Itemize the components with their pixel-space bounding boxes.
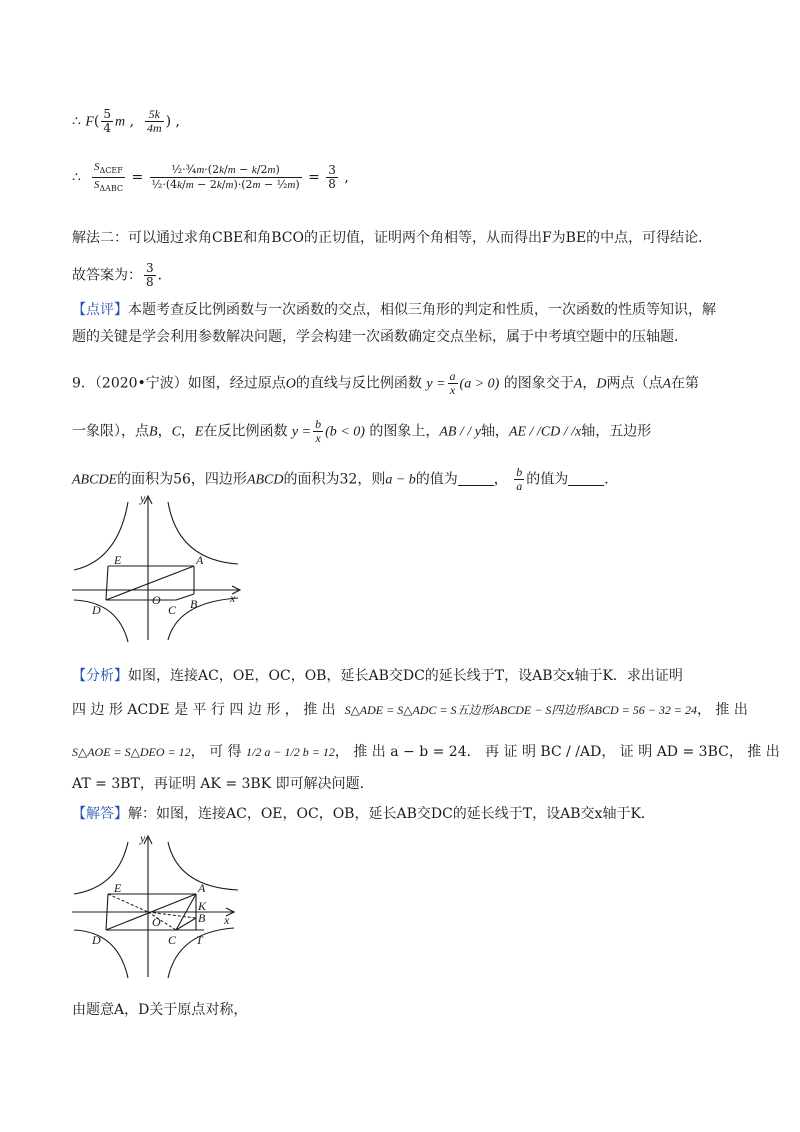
area-ratio-line: ∴ $\frac{S_{\Delta CEF}}{S_{\Delta ABC}}$ = $\frac{\text{½·¾m·(2k/m − k/2m)}}{\text{½·(4k/m − 2k/m)·(2m − ½m)}}$ = $\frac{3}{8}$ ,	[72, 161, 349, 193]
analysis-tag: 【分析】	[72, 668, 128, 684]
analysis-line2: 四 边 形 ACDE 是 平 行 四 边 形 ， 推 出 S△ADE = S△ADC = S五边形ABCDE − S四边形ABCD = 56 − 32 = 24， 推 出	[72, 702, 748, 718]
label-B: B	[198, 911, 206, 925]
analysis-line1: 【分析】如图，连接AC，OE，OC，OB，延长AB交DC的延长线于T，设AB交x轴于K．求出证明	[72, 668, 683, 684]
figure-1	[68, 490, 248, 650]
problem9-line1: 9．（2020•宁波）如图，经过原点O的直线与反比例函数 y = $\frac{a}{x}$ (a > 0) 的图象交于A，D两点（点A在第	[72, 369, 700, 397]
review-line1: 【点评】本题考查反比例函数与一次函数的交点，相似三角形的判定和性质，一次函数的性质等知识，解	[72, 302, 716, 318]
answer-blank-2[interactable]	[568, 473, 604, 486]
label-C: C	[168, 933, 177, 947]
label-y: y	[140, 832, 146, 845]
label-B: B	[190, 597, 198, 611]
analysis-line4: AT = 3BT，再证明 AK = 3BK 即可解决问题．	[72, 776, 374, 792]
label-A: A	[196, 553, 204, 567]
label-T: T	[196, 933, 203, 947]
label-y: y	[140, 491, 146, 505]
label-A: A	[198, 881, 206, 895]
analysis-line3: S△AOE = S△DEO = 12， 可 得 1/2 a − 1/2 b = 12， 推 出 a − b = 24． 再 证 明 BC / /AD， 证 明 AD = 3BC， 推 出	[72, 744, 780, 760]
label-x: x	[230, 591, 236, 605]
label-O: O	[152, 915, 161, 929]
problem9-line2: 一象限），点B，C，E在反比例函数 y = $\frac{b}{x}$ (b < 0) 的图象上，AB / / y轴，AE / /CD / /x轴，五边形	[72, 417, 652, 445]
f-point-line: ∴ F( $\frac{5}{4}$ m , $\frac{5k}{4m}$ ) ,	[72, 107, 181, 135]
dashed-OE	[108, 894, 148, 912]
label-x: x	[224, 913, 230, 927]
closing-line: 由题意A，D关于原点对称，	[72, 1002, 248, 1018]
label-E: E	[114, 881, 122, 895]
review-line2: 题的关键是学会利用参数解决问题，学会构建一次函数确定交点坐标，属于中考填空题中的压轴题．	[72, 329, 688, 345]
curve-a-q3	[74, 600, 128, 642]
label-O: O	[152, 593, 161, 607]
figure-2	[68, 832, 248, 982]
curve-b-q4	[168, 598, 238, 640]
label-D: D	[92, 933, 101, 947]
segment-ED	[106, 566, 108, 600]
problem9-line3: ABCDE的面积为56，四边形ABCD的面积为32，则a − b的值为 ， $\frac{b}{a}$ 的值为 ．	[72, 465, 619, 493]
label-D: D	[92, 603, 101, 617]
solution-tag: 【解答】	[72, 806, 128, 822]
label-K: K	[198, 899, 207, 913]
solution-line1: 【解答】解：如图，连接AC，OE，OC，OB，延长AB交DC的延长线于T，设AB交x轴于K．	[72, 806, 655, 822]
curve-a-q3	[74, 930, 128, 978]
answer-blank-1[interactable]	[458, 473, 494, 486]
answer-line: 故答案为： $\frac{3}{8}$ ．	[72, 261, 172, 289]
label-C: C	[168, 603, 177, 617]
label-E: E	[114, 553, 122, 567]
segment-DA	[106, 566, 194, 600]
review-tag: 【点评】	[72, 302, 128, 318]
method2-text: 解法二：可以通过求角CBE和角BCO的正切值，证明两个角相等，从而得出F为BE的中点，可得结论．	[72, 230, 713, 246]
